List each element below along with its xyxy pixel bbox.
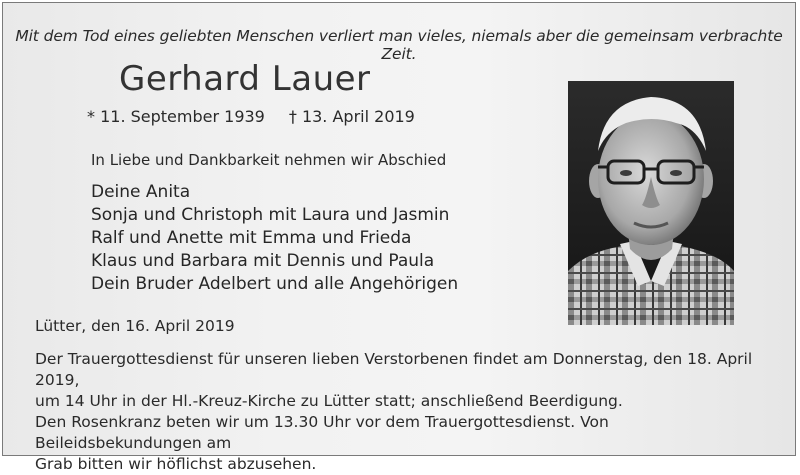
notice-line: um 14 Uhr in der Hl.-Kreuz-Kirche zu Lütter statt; anschließend Beerdigung. <box>35 392 623 410</box>
mourners-list <box>91 181 458 296</box>
farewell-line: In Liebe und Dankbarkeit nehmen wir Abschied <box>91 151 447 169</box>
mourner-line: Ralf und Anette mit Emma und Frieda <box>91 228 412 248</box>
mourner-line: Deine Anita <box>91 182 191 202</box>
obituary-card <box>2 2 796 473</box>
service-notice <box>35 349 775 475</box>
birth-date: * 11. September 1939 <box>87 107 265 126</box>
mourner-line: Dein Bruder Adelbert und alle Angehörigen <box>91 274 459 294</box>
notice-line: Den Rosenkranz beten wir um 13.30 Uhr vor dem Trauergottesdienst. Von Beileidsbekundungen am <box>35 413 609 452</box>
memorial-quote: Mit dem Tod eines geliebten Menschen verliert man vieles, niemals aber die gemeinsam verbrachte Zeit. <box>15 27 783 63</box>
place-and-date: Lütter, den 16. April 2019 <box>35 317 235 335</box>
notice-line: Grab bitten wir höflichst abzusehen. <box>35 455 317 473</box>
death-date: † 13. April 2019 <box>288 107 415 126</box>
notice-line: Der Trauergottesdienst für unseren lieben Verstorbenen findet am Donnerstag, den 18. April 2019, <box>35 350 753 389</box>
portrait-illustration <box>568 81 734 325</box>
mourner-line: Klaus und Barbara mit Dennis und Paula <box>91 251 435 271</box>
portrait-photo <box>568 81 734 325</box>
deceased-name: Gerhard Lauer <box>119 59 371 99</box>
mourner-line: Sonja und Christoph mit Laura und Jasmin <box>91 205 450 225</box>
life-dates <box>87 107 415 126</box>
